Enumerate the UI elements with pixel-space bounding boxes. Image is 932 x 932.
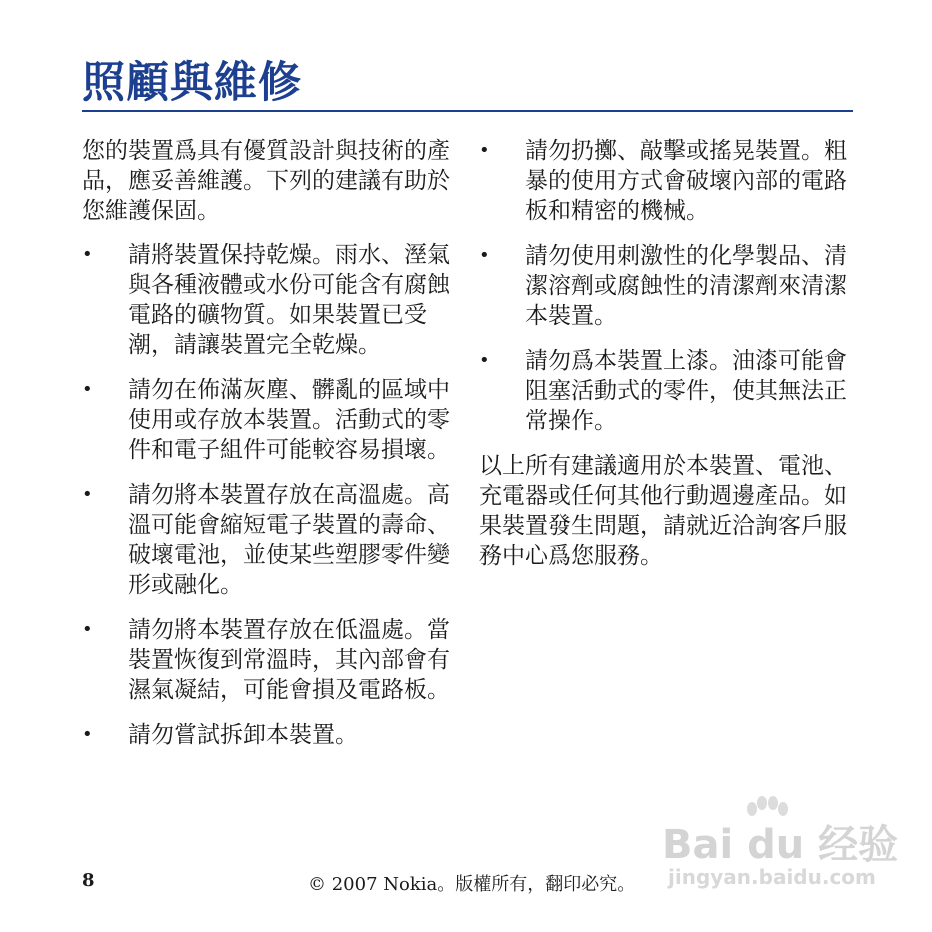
list-item-text: 請勿將本裝置存放在高溫處。高溫可能會縮短電子裝置的壽命、破壞電池，並使某些塑膠零件變形或融化。 bbox=[128, 482, 450, 598]
watermark-brand: Bai du 经验 bbox=[662, 822, 899, 868]
list-item bbox=[82, 615, 454, 705]
bullet-icon: • bbox=[479, 350, 490, 371]
list-item bbox=[82, 720, 454, 750]
list-item-text: 請勿將本裝置存放在低溫處。當裝置恢復到常溫時，其內部會有濕氣凝結，可能會損及電路板。 bbox=[128, 617, 450, 703]
copyright-notice: © 2007 Nokia。版權所有，翻印必究。 bbox=[308, 874, 636, 895]
list-item-text: 請勿使用刺激性的化學製品、清潔溶劑或腐蝕性的清潔劑來清潔本裝置。 bbox=[525, 243, 847, 329]
list-item-text: 請將裝置保持乾燥。雨水、溼氣與各種液體或水份可能含有腐蝕電路的礦物質。如果裝置已受潮，請讓裝置完全乾燥。 bbox=[128, 242, 450, 358]
list-item-text: 請勿在佈滿灰塵、髒亂的區域中使用或存放本裝置。活動式的零件和電子組件可能較容易損壞。 bbox=[128, 377, 450, 463]
bullet-icon: • bbox=[82, 484, 93, 505]
list-item bbox=[82, 375, 454, 465]
title-divider bbox=[82, 110, 853, 112]
list-item bbox=[479, 241, 853, 331]
left-column bbox=[82, 136, 454, 765]
bullet-icon: • bbox=[82, 244, 93, 265]
bullet-icon: • bbox=[479, 245, 490, 266]
list-item-text: 請勿爲本裝置上漆。油漆可能會阻塞活動式的零件，使其無法正常操作。 bbox=[525, 348, 847, 434]
page-number: 8 bbox=[82, 870, 95, 891]
list-item bbox=[479, 346, 853, 436]
bullet-icon: • bbox=[82, 724, 93, 745]
bullet-icon: • bbox=[479, 140, 490, 161]
intro-paragraph: 您的裝置爲具有優質設計與技術的產品，應妥善維護。下列的建議有助於您維護保固。 bbox=[82, 138, 450, 224]
list-item-text: 請勿扔擲、敲擊或搖晃裝置。粗暴的使用方式會破壞內部的電路板和精密的機械。 bbox=[525, 138, 847, 224]
list-item bbox=[479, 136, 853, 226]
list-item-text: 請勿嘗試拆卸本裝置。 bbox=[128, 722, 358, 748]
watermark-url: jingyan.baidu.com bbox=[668, 865, 876, 889]
care-list-right bbox=[479, 136, 853, 436]
list-item bbox=[82, 480, 454, 600]
closing-paragraph: 以上所有建議適用於本裝置、電池、充電器或任何其他行動週邊產品。如果裝置發生問題，請就近洽詢客戶服務中心爲您服務。 bbox=[479, 453, 847, 569]
care-list-left bbox=[82, 240, 454, 750]
bullet-icon: • bbox=[82, 619, 93, 640]
right-column bbox=[479, 136, 853, 585]
list-item bbox=[82, 240, 454, 360]
page-title: 照顧與維修 bbox=[82, 58, 302, 108]
baidu-watermark bbox=[662, 795, 899, 895]
bullet-icon: • bbox=[82, 379, 93, 400]
